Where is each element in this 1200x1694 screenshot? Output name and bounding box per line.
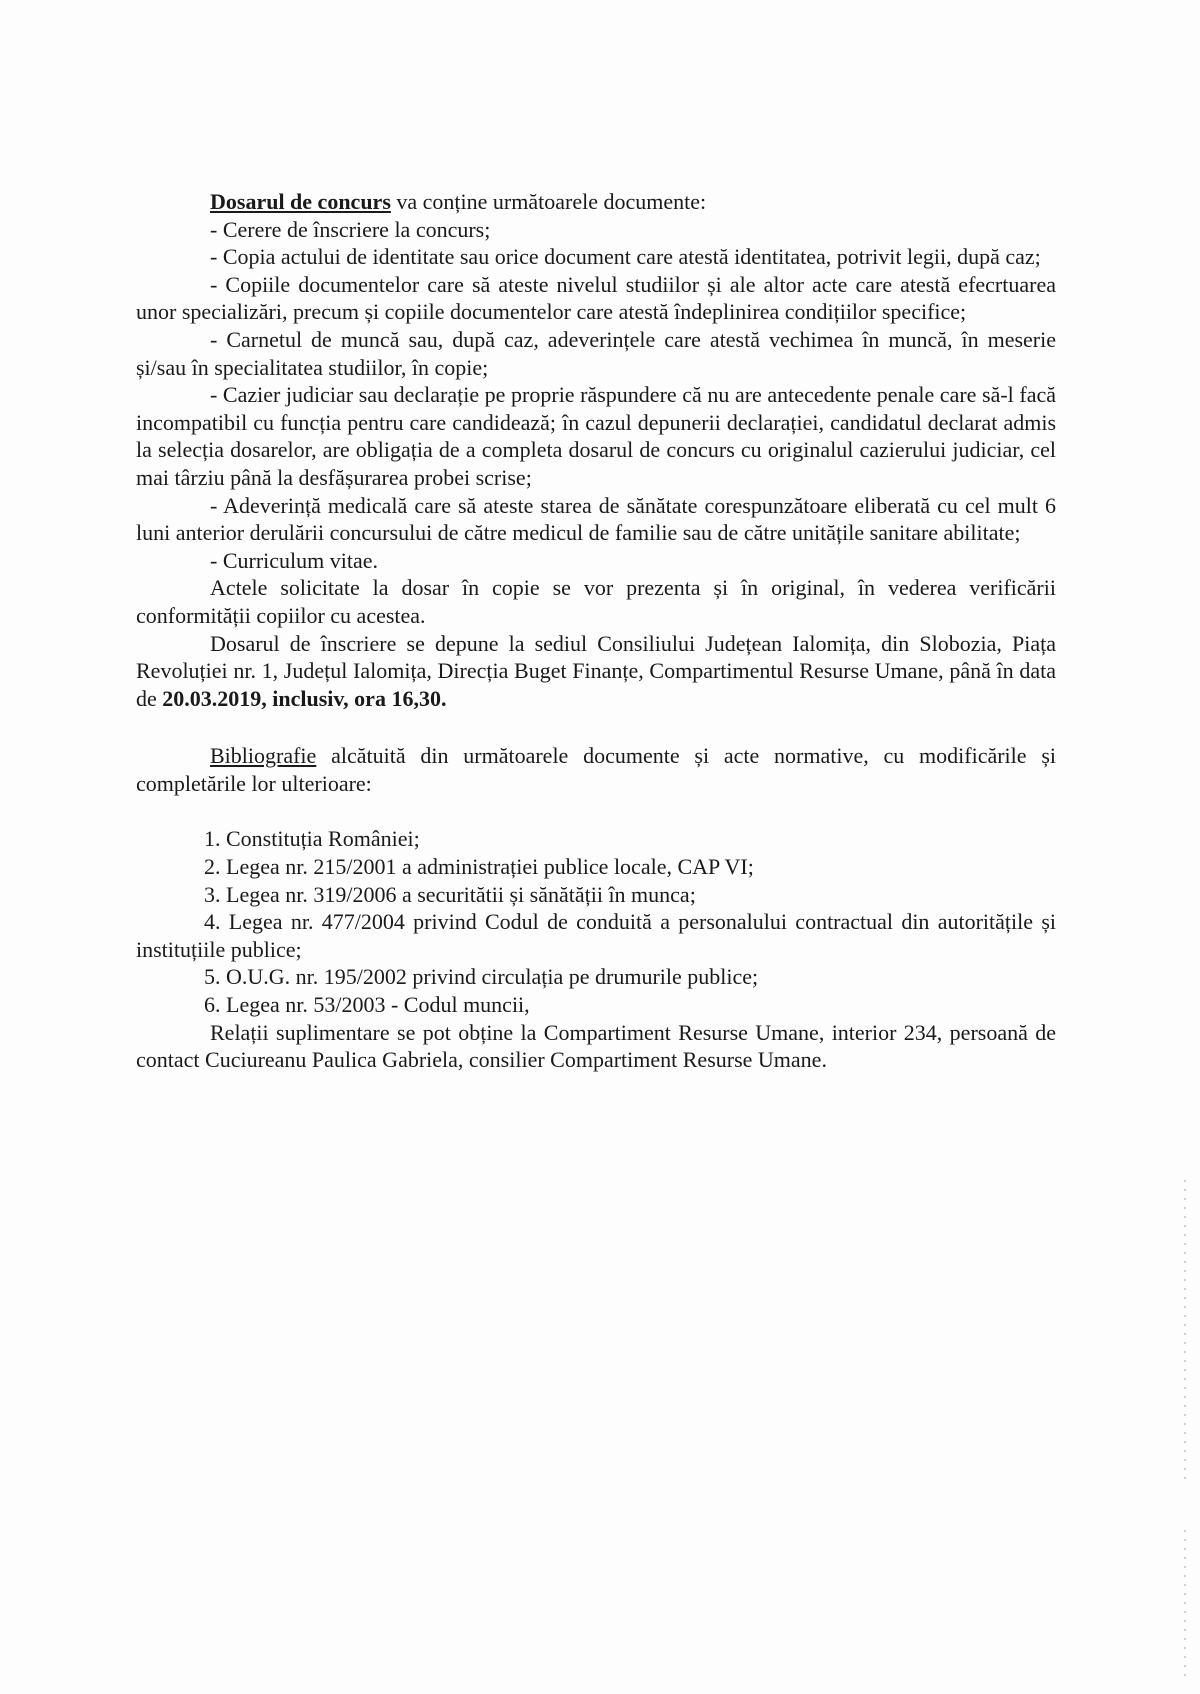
list-item: - Curriculum vitae.	[210, 547, 379, 573]
scan-artifact	[1184, 1530, 1186, 1680]
bibliography-item: 2. Legea nr. 215/2001 a administrației publice locale, CAP VI;	[204, 854, 754, 880]
submission-paragraph: Dosarul de înscriere se depune la sediul Consiliului Județean Ialomița, din Slobozia, Piața Revoluției nr. 1, Județul Ialomița, Direcția Buget Finanțe, Compartimentul Resurse Umane, până în data de 20.03.2019, inclusiv, ora 16,30.	[136, 630, 1056, 711]
list-item: - Adeverință medicală care să ateste starea de sănătate corespunzătoare eliberată cu cel mult 6 luni anterior derulării concursului de către medicul de familie sau de către unitățile sanitare abilitate;	[136, 492, 1056, 546]
list-item: - Cerere de înscriere la concurs;	[210, 216, 491, 242]
section-heading-bibliografie: Bibliografie	[210, 743, 317, 769]
documents-intro: Dosarul de concurs va conține următoarele documente:	[210, 189, 707, 214]
bibliography-item: 5. O.U.G. nr. 195/2002 privind circulația pe drumurile publice;	[204, 964, 759, 990]
scan-artifact	[1184, 1180, 1186, 1480]
document-body	[136, 188, 1056, 1074]
list-item: - Copia actului de identitate sau orice document care atestă identitatea, potrivit legii, după caz;	[210, 244, 1041, 270]
bibliography-item: 4. Legea nr. 477/2004 privind Codul de conduită a personalului contractual din autoritățile și instituțiile publice;	[136, 909, 1056, 962]
bibliography-item: 3. Legea nr. 319/2006 a securitătii și sănătății în munca;	[204, 881, 696, 907]
bibliography-intro: Bibliografie alcătuită din următoarele documente și acte normative, cu modificările și completările lor ulterioare:	[136, 743, 1056, 796]
bibliography-item: 6. Legea nr. 53/2003 - Codul muncii,	[204, 992, 530, 1018]
list-item: - Copiile documentelor care să ateste nivelul studiilor și ale altor acte care atestă efecrtuarea unor specializări, precum și copiile documentelor care atestă îndeplinirea condițiilor specifice;	[136, 271, 1056, 325]
copies-note: Actele solicitate la dosar în copie se vor prezenta și în original, în vederea verificării conformității copiilor cu acestea.	[136, 575, 1056, 628]
section-heading-dosar: Dosarul de concurs	[210, 189, 391, 214]
list-item: - Carnetul de muncă sau, după caz, adeverințele care atestă vechimea în muncă, în meserie și/sau în specialitatea studiilor, în copie;	[136, 326, 1056, 380]
bibliography-item: 1. Constituția României;	[204, 826, 420, 852]
submission-deadline: 20.03.2019, inclusiv, ora 16,30.	[162, 685, 447, 711]
contact-paragraph: Relații suplimentare se pot obține la Compartiment Resurse Umane, interior 234, persoană de contact Cuciureanu Paulica Gabriela, consilier Compartiment Resurse Umane.	[136, 1019, 1056, 1073]
list-item: - Cazier judiciar sau declarație pe proprie răspundere că nu are antecedente penale care să-l facă incompatibil cu funcția pentru care candidează; în cazul depunerii declarației, candidatul declarat admis la selecția dosarelor, are obligația de a completa dosarul de concurs cu originalul cazierului judiciar, cel mai târziu până la desfășurarea probei scrise;	[136, 382, 1056, 490]
